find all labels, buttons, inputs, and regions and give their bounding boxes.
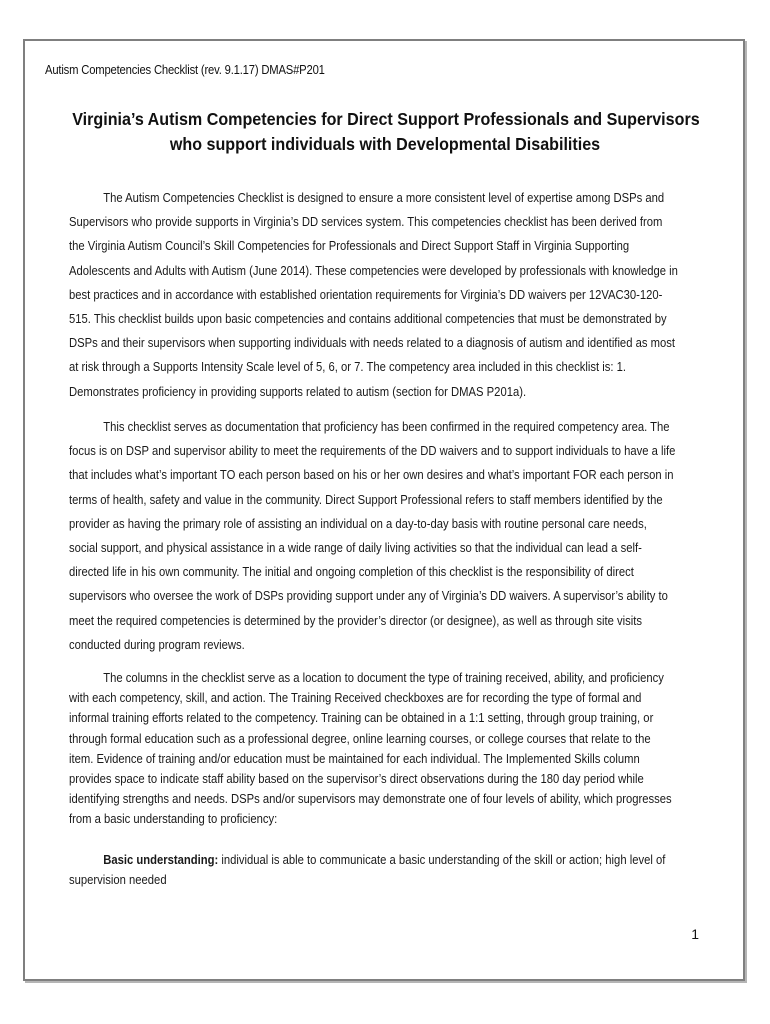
- paragraph-line: item. Evidence of training and/or education must be maintained for each individual. The Implemented Skills column: [69, 751, 640, 766]
- ability-level-term: Basic understanding:: [103, 853, 219, 867]
- paragraph-line: 515. This checklist builds upon basic competencies and contains additional competencies that must be demonstrated by: [69, 312, 667, 327]
- paragraph-line: that includes what’s important TO each person based on his or her own desires and what’s important FOR each person in: [69, 468, 674, 483]
- paragraph-line: The Autism Competencies Checklist is designed to ensure a more consistent level of expertise among DSPs and: [103, 191, 665, 205]
- paragraph-documentation: [69, 415, 692, 657]
- page-number: 1: [691, 926, 699, 942]
- paragraph-line: the Virginia Autism Council’s Skill Competencies for Professionals and Direct Support Staff in Virginia Supporting: [69, 239, 630, 254]
- paragraph-line: provides space to indicate staff ability based on the supervisor’s direct observations during the 180 day period while: [69, 772, 644, 787]
- title-line: Virginia’s Autism Competencies for Direct Support Professionals and Supervisors: [72, 109, 700, 129]
- paragraph-line: informal training efforts related to the competency. Training can be obtained in a 1:1 setting, through group training, or: [69, 711, 654, 726]
- document-title: [72, 107, 698, 157]
- paragraph-line: conducted during program reviews.: [69, 637, 245, 652]
- paragraph-line: directed life in his own community. The initial and ongoing completion of this checklist is the responsibility of direct: [69, 565, 634, 580]
- ability-level-description: individual is able to communicate a basic understanding of the skill or action; high level of: [218, 853, 666, 867]
- document-header: Autism Competencies Checklist (rev. 9.1.17) DMAS#P201: [45, 63, 325, 77]
- paragraph-line: [69, 850, 692, 870]
- paragraph-line: at risk through a Supports Intensity Scale level of 5, 6, or 7. The competency area included in this checklist is: 1.: [69, 360, 626, 375]
- paragraph-line: Demonstrates proficiency in providing supports related to autism (section for DMAS P201a).: [69, 384, 527, 399]
- paragraph-line: focus is on DSP and supervisor ability to meet the requirements of the DD waivers and to support individuals to have a life: [69, 444, 676, 459]
- paragraph-line: supervisors who oversee the work of DSPs providing support under any of Virginia’s DD waivers. A supervisor’s ability to: [69, 589, 668, 604]
- paragraph-line: supervision needed: [69, 873, 167, 888]
- paragraph-line: Adolescents and Adults with Autism (June 2014). These competencies were developed by professionals with knowledge in: [69, 263, 678, 278]
- paragraph-line: The columns in the checklist serve as a location to document the type of training received, ability, and proficiency: [103, 671, 664, 685]
- paragraph-line: with each competency, skill, and action. The Training Received checkboxes are for recording the type of formal and: [69, 691, 642, 706]
- paragraph-line: identifying strengths and needs. DSPs and/or supervisors may demonstrate one of four levels of ability, which progresses: [69, 792, 672, 807]
- paragraph-line: social support, and physical assistance in a wide range of daily living activities so that the individual can lead a self-: [69, 541, 642, 556]
- paragraph-line: provider as having the primary role of assisting an individual on a day-to-day basis with routine personal care needs,: [69, 516, 647, 531]
- paragraph-columns: [69, 668, 692, 830]
- paragraph-line: from a basic understanding to proficiency:: [69, 812, 278, 827]
- paragraph-line: This checklist serves as documentation that proficiency has been confirmed in the required competency area. The: [103, 420, 670, 434]
- document-page: [23, 39, 745, 981]
- title-line: who support individuals with Developmental Disabilities: [169, 134, 601, 154]
- paragraph-line: Supervisors who provide supports in Virginia’s DD services system. This competencies checklist has been derived from: [69, 215, 663, 230]
- paragraph-line: meet the required competencies is determined by the provider’s director (or designee), as well as through site visits: [69, 613, 642, 628]
- paragraph-line: best practices and in accordance with established orientation requirements for Virginia’s DD waivers per 12VAC30-120-: [69, 287, 663, 302]
- paragraph-line: DSPs and their supervisors when supporting individuals with needs related to a diagnosis of autism and identified as most: [69, 336, 675, 351]
- paragraph-intro: [69, 186, 692, 404]
- paragraph-line: through formal education such as a professional degree, online learning courses, or college courses that relate to the: [69, 731, 651, 746]
- paragraph-line: terms of health, safety and value in the community. Direct Support Professional refers to staff members identified by the: [69, 492, 663, 507]
- paragraph-basic-understanding: [69, 850, 692, 890]
